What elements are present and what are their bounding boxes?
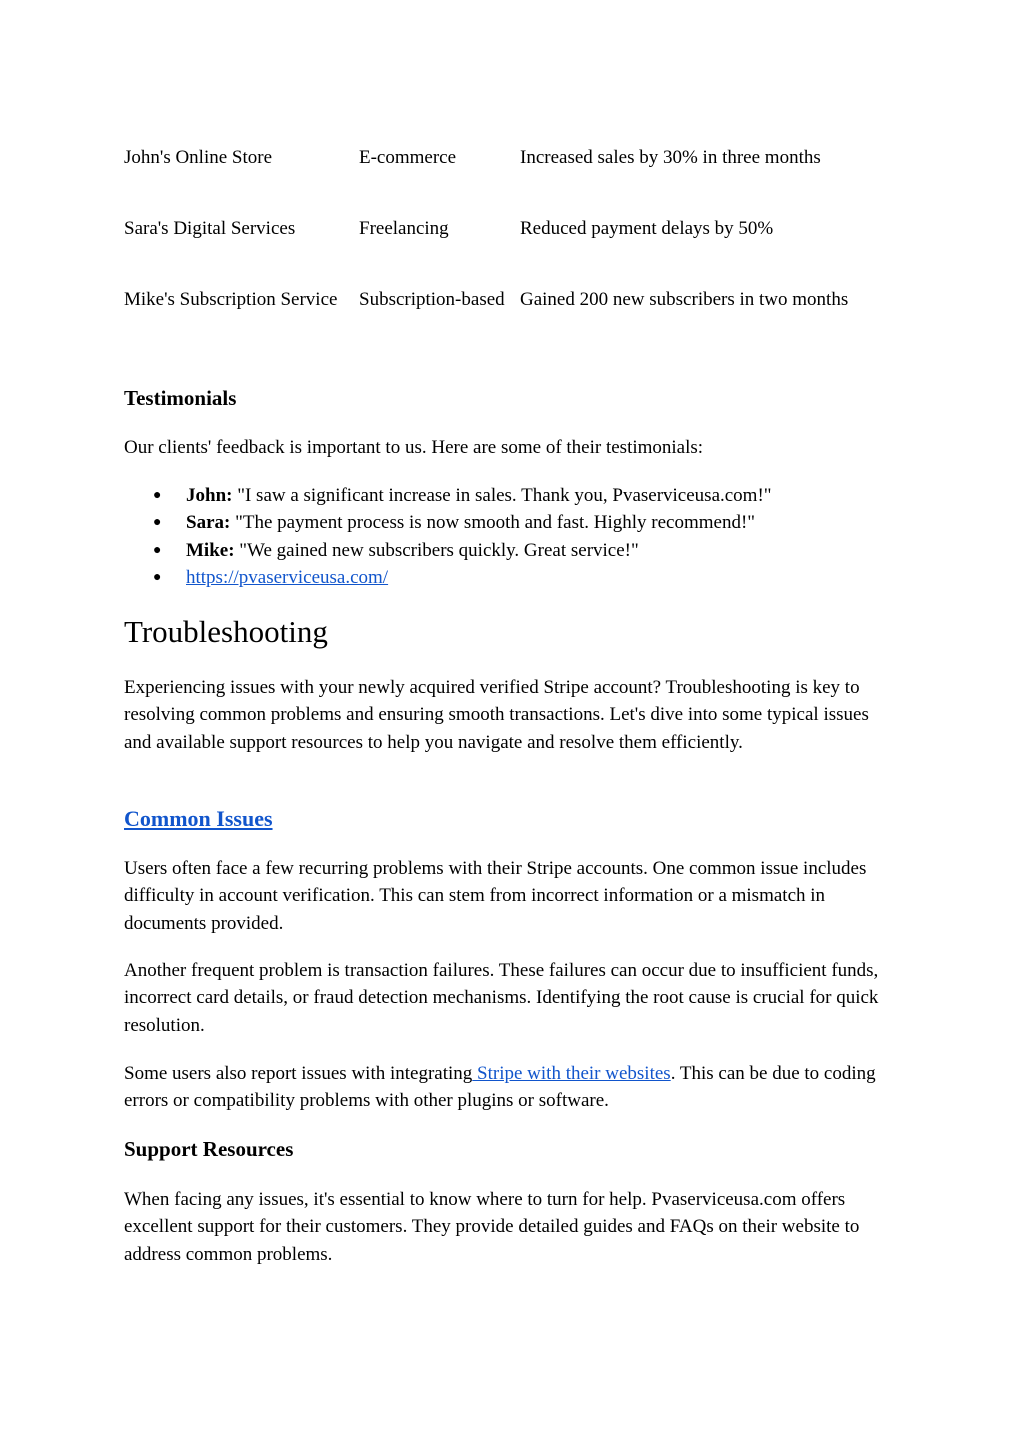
common-issues-paragraph-2: Another frequent problem is transaction failures. These failures can occur due to insufficient funds, incorrect card details, or fraud detection mechanisms. Identifying the root cause is crucial for quick resolution. xyxy=(124,960,879,1036)
bullet-icon: ● xyxy=(153,542,162,558)
result-cell: Reduced payment delays by 50% xyxy=(520,218,774,239)
testimonials-heading: Testimonials xyxy=(124,386,237,410)
common-issues-link[interactable]: Common Issues xyxy=(124,806,273,831)
business-type-cell: E-commerce xyxy=(359,147,457,168)
list-item xyxy=(124,509,772,536)
bullet-icon: ● xyxy=(153,488,162,503)
bullet-icon: ● xyxy=(153,515,162,531)
client-name-cell: John's Online Store xyxy=(124,147,273,168)
stripe-websites-link[interactable]: Stripe with their websites xyxy=(472,1063,671,1084)
list-item xyxy=(124,482,772,509)
business-type-cell: Subscription-based xyxy=(359,289,505,310)
common-issues-paragraph-3 xyxy=(124,1060,894,1115)
common-issues-heading xyxy=(124,804,273,834)
common-issues-paragraph-1: Users often face a few recurring problems with their Stripe accounts. One common issue includes difficulty in account verification. This can stem from incorrect information or a mismatch in documents provided. xyxy=(124,858,867,934)
troubleshooting-heading: Troubleshooting xyxy=(124,614,328,649)
list-item xyxy=(124,564,772,591)
bullet-icon: ● xyxy=(153,569,162,585)
testimonial-author: John: xyxy=(186,485,233,506)
table-row xyxy=(124,215,860,286)
list-item xyxy=(124,537,772,564)
paragraph-text: Some users also report issues with integrating xyxy=(124,1063,473,1084)
testimonials-list xyxy=(124,482,772,591)
support-paragraph: When facing any issues, it's essential to know where to turn for help. Pvaserviceusa.com offers excellent support for their customers. They provide detailed guides and FAQs on their website to address common problems. xyxy=(124,1189,860,1265)
testimonial-quote: "I saw a significant increase in sales. Thank you, Pvaserviceusa.com!" xyxy=(232,485,772,506)
testimonials-intro: Our clients' feedback is important to us. Here are some of their testimonials: xyxy=(124,437,704,458)
testimonial-author: Mike: xyxy=(186,539,235,561)
result-cell: Gained 200 new subscribers in two months xyxy=(520,289,849,310)
support-resources-heading: Support Resources xyxy=(124,1137,294,1161)
paragraph-text: . This can be due to coding errors or compatibility problems with other plugins or software. xyxy=(124,1063,876,1112)
case-results-table xyxy=(124,144,860,313)
business-type-cell: Freelancing xyxy=(359,218,449,239)
testimonial-quote: "The payment process is now smooth and fast. Highly recommend!" xyxy=(230,512,756,534)
testimonial-quote: "We gained new subscribers quickly. Great service!" xyxy=(234,539,639,561)
troubleshooting-intro: Experiencing issues with your newly acquired verified Stripe account? Troubleshooting is key to resolving common problems and ensuring smooth transactions. Let's dive into some typical issues and available support resources to help you navigate and resolve them efficiently. xyxy=(124,677,869,753)
testimonial-author: Sara: xyxy=(186,512,231,534)
table-row xyxy=(124,144,860,215)
table-row xyxy=(124,286,860,313)
client-name-cell: Mike's Subscription Service xyxy=(124,289,338,310)
pvaserviceusa-link[interactable]: https://pvaserviceusa.com/ xyxy=(186,566,389,588)
result-cell: Increased sales by 30% in three months xyxy=(520,147,821,168)
client-name-cell: Sara's Digital Services xyxy=(124,218,296,239)
